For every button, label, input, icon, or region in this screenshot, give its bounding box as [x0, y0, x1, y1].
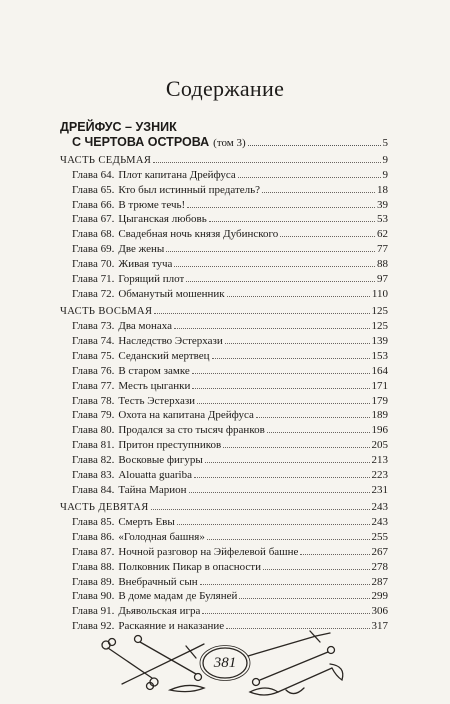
dot-leader — [202, 613, 369, 614]
book-title-line2: С ЧЕРТОВА ОСТРОВА — [72, 135, 210, 149]
chapter-entry — [72, 484, 187, 496]
chapter-number: Глава 70. — [72, 257, 115, 270]
dot-leader — [197, 403, 369, 404]
book-title-line2-row — [60, 135, 388, 151]
toc-chapter-row — [60, 335, 388, 350]
page-ref: 223 — [371, 468, 388, 481]
chapter-title: Смерть Евы — [118, 516, 175, 529]
chapter-number: Глава 83. — [72, 468, 115, 481]
chapter-title: В доме мадам де Буляней — [118, 590, 238, 603]
page-ref: 39 — [377, 198, 388, 211]
toc-chapter-row — [60, 380, 388, 395]
chapter-title: Восковые фигуры — [118, 453, 203, 466]
chapter-title: Ночной разговор на Эйфелевой башне — [118, 545, 299, 558]
page-title: Содержание — [165, 76, 285, 101]
dot-leader — [186, 281, 375, 282]
dot-leader — [209, 221, 375, 222]
chapter-title: Две жены — [118, 243, 165, 256]
page-ref: 97 — [377, 272, 388, 285]
dot-leader — [238, 177, 381, 178]
toc-chapter-row — [60, 273, 388, 288]
chapter-title: «Голодная башня» — [118, 531, 205, 544]
chapter-entry — [72, 561, 261, 573]
part-title: ЧАСТЬ ДЕВЯТАЯ — [60, 502, 149, 514]
chapter-number: Глава 74. — [72, 335, 115, 348]
chapter-number: Глава 89. — [72, 575, 115, 588]
page-ref: 9 — [382, 168, 388, 181]
page-ref: 125 — [371, 320, 388, 333]
dot-leader — [248, 145, 381, 146]
chapter-entry — [72, 288, 225, 300]
toc-chapter-row — [60, 484, 388, 499]
dot-leader — [212, 358, 370, 359]
page-ref: 255 — [371, 531, 388, 544]
chapter-title: Тайна Марион — [118, 483, 187, 496]
chapter-title: Охота на капитана Дрейфуса — [118, 409, 254, 422]
chapter-entry — [72, 350, 210, 362]
dot-leader — [225, 343, 370, 344]
dot-leader — [174, 266, 375, 267]
chapter-title: Обманутый мошенник — [118, 287, 225, 300]
page-ref: 205 — [371, 439, 388, 452]
page-ref: 53 — [377, 213, 388, 226]
chapter-title: Притон преступников — [118, 439, 222, 452]
chapter-number: Глава 69. — [72, 243, 115, 256]
chapter-number: Глава 68. — [72, 228, 115, 241]
chapter-entry — [72, 409, 254, 421]
book-title-line1: ДРЕЙФУС – УЗНИК — [60, 120, 177, 134]
chapter-number: Глава 76. — [72, 364, 115, 377]
toc-chapter-row — [60, 243, 388, 258]
toc-part-row — [60, 154, 388, 169]
page-ref: 125 — [371, 305, 388, 318]
chapter-entry — [72, 320, 172, 332]
chapter-entry — [72, 590, 237, 602]
chapter-title: Два монаха — [118, 320, 172, 333]
toc-chapter-row — [60, 258, 388, 273]
toc-chapter-row — [60, 228, 388, 243]
dot-leader — [223, 447, 369, 448]
dot-leader — [280, 236, 375, 237]
page-ref: 164 — [371, 364, 388, 377]
chapter-number: Глава 72. — [72, 287, 115, 300]
dot-leader — [187, 207, 375, 208]
page-ref: 110 — [371, 287, 388, 300]
toc-part-row — [60, 305, 388, 320]
toc-chapter-row — [60, 424, 388, 439]
dot-leader — [262, 192, 375, 193]
chapter-number: Глава 77. — [72, 379, 115, 392]
chapter-title: Наследство Эстерхази — [118, 335, 223, 348]
chapter-number: Глава 73. — [72, 320, 115, 333]
book-volume: (том 3) — [213, 137, 246, 149]
dot-leader — [267, 432, 370, 433]
page-ref: 243 — [371, 501, 388, 514]
chapter-entry — [72, 439, 221, 451]
page-ref: 18 — [377, 183, 388, 196]
chapter-title: Полковник Пикар в опасности — [118, 560, 261, 573]
dot-leader — [166, 251, 375, 252]
toc-chapter-row — [60, 169, 388, 184]
chapter-title: Свадебная ночь князя Дубинского — [118, 228, 279, 241]
part-title: ЧАСТЬ СЕДЬМАЯ — [60, 155, 152, 166]
chapter-entry — [72, 365, 190, 377]
chapter-entry — [72, 380, 190, 392]
chapter-entry — [72, 199, 185, 211]
chapter-entry — [72, 273, 184, 285]
page-ref: 88 — [377, 257, 388, 270]
page-ref: 196 — [371, 424, 388, 437]
toc-chapter-row — [60, 199, 388, 214]
page-ref: 306 — [371, 605, 388, 618]
toc-chapter-row — [60, 561, 388, 576]
toc-chapter-row — [60, 395, 388, 410]
chapter-title: Alouatta guariba — [118, 468, 192, 481]
toc-chapter-row — [60, 546, 388, 561]
chapter-entry — [72, 169, 236, 181]
dot-leader — [192, 373, 370, 374]
chapter-title: Дьявольская игра — [118, 605, 201, 618]
chapter-title: В старом замке — [118, 364, 190, 377]
dot-leader — [192, 388, 369, 389]
page-ref: 317 — [371, 620, 388, 633]
chapter-entry — [72, 516, 175, 528]
chapter-title: Тесть Эстерхази — [118, 394, 196, 407]
dot-leader — [174, 328, 370, 329]
dot-leader — [263, 569, 370, 570]
page-ref: 153 — [371, 349, 388, 362]
toc-chapter-row — [60, 350, 388, 365]
page-ref: 278 — [371, 560, 388, 573]
chapter-entry — [72, 184, 260, 196]
toc-chapter-row — [60, 454, 388, 469]
chapter-title: Живая туча — [118, 257, 173, 270]
chapter-entry — [72, 424, 265, 436]
page-ref: 62 — [377, 228, 388, 241]
chapter-title: Плот капитана Дрейфуса — [118, 168, 236, 181]
dot-leader — [153, 162, 380, 163]
dot-leader — [239, 598, 369, 599]
chapter-title: Кто был истинный предатель? — [118, 183, 261, 196]
toc-chapter-row — [60, 576, 388, 591]
toc-chapter-row — [60, 288, 388, 303]
chapter-number: Глава 92. — [72, 620, 115, 633]
chapter-entry — [72, 395, 195, 407]
chapter-number: Глава 86. — [72, 531, 115, 544]
chapter-title: В трюме течь! — [118, 198, 186, 211]
page-ref: 267 — [371, 545, 388, 558]
page-ref: 179 — [371, 394, 388, 407]
chapter-title: Месть цыганки — [118, 379, 191, 392]
dot-leader — [205, 462, 370, 463]
dot-leader — [207, 539, 370, 540]
dot-leader — [200, 584, 370, 585]
page-ref: 299 — [371, 590, 388, 603]
chapter-title: Внебрачный сын — [118, 575, 198, 588]
page-ref: 139 — [371, 335, 388, 348]
chapter-number: Глава 81. — [72, 439, 115, 452]
chapter-number: Глава 82. — [72, 453, 115, 466]
dot-leader — [300, 554, 369, 555]
page-ref: 287 — [371, 575, 388, 588]
chapter-title: Продался за сто тысяч франков — [118, 424, 265, 437]
chapter-number: Глава 85. — [72, 516, 115, 529]
page-ref: 213 — [371, 453, 388, 466]
toc-chapter-row — [60, 320, 388, 335]
dot-leader — [151, 509, 370, 510]
chapter-title: Цыганская любовь — [118, 213, 207, 226]
chapter-number: Глава 78. — [72, 394, 115, 407]
chapter-number: Глава 64. — [72, 168, 115, 181]
chapter-number: Глава 91. — [72, 605, 115, 618]
chapter-number: Глава 66. — [72, 198, 115, 211]
chapter-number: Глава 75. — [72, 349, 115, 362]
chapter-entry — [72, 605, 200, 617]
page-number: 381 — [213, 655, 237, 671]
toc-chapter-row — [60, 469, 388, 484]
chapter-entry — [72, 213, 207, 225]
dot-leader — [194, 477, 370, 478]
chapter-entry — [72, 546, 298, 558]
page-ref: 231 — [371, 483, 388, 496]
chapter-entry — [72, 469, 192, 481]
toc-chapter-row — [60, 605, 388, 620]
chapter-entry — [72, 531, 205, 543]
chapter-entry — [72, 454, 203, 466]
page-ref: 9 — [382, 154, 388, 166]
table-of-contents — [60, 154, 388, 635]
part-title: ЧАСТЬ ВОСЬМАЯ — [60, 306, 153, 318]
dot-leader — [154, 313, 369, 314]
book-page: 5 — [382, 137, 388, 149]
toc-chapter-row — [60, 590, 388, 605]
chapter-number: Глава 79. — [72, 409, 115, 422]
dot-leader — [189, 492, 370, 493]
chapter-number: Глава 90. — [72, 590, 115, 603]
toc-chapter-row — [60, 213, 388, 228]
chapter-title: Седанский мертвец — [118, 349, 210, 362]
chapter-number: Глава 87. — [72, 545, 115, 558]
chapter-entry — [72, 243, 164, 255]
toc-part-row — [60, 501, 388, 516]
toc-chapter-row — [60, 516, 388, 531]
chapter-entry — [72, 576, 198, 588]
chapter-entry — [72, 228, 278, 240]
chapter-number: Глава 80. — [72, 424, 115, 437]
toc-chapter-row — [60, 439, 388, 454]
chapter-entry — [72, 258, 172, 270]
chapter-entry — [72, 335, 223, 347]
dot-leader — [227, 296, 370, 297]
page-ref: 171 — [371, 379, 388, 392]
chapter-number: Глава 84. — [72, 483, 115, 496]
toc-chapter-row — [60, 365, 388, 380]
chapter-number: Глава 67. — [72, 213, 115, 226]
page-ref: 77 — [377, 243, 388, 256]
toc-chapter-row — [60, 409, 388, 424]
chapter-title: Раскаяние и наказание — [118, 620, 225, 633]
book-title — [60, 120, 388, 151]
page-ref: 189 — [371, 409, 388, 422]
chapter-title: Горящий плот — [118, 272, 185, 285]
page-ref: 243 — [371, 516, 388, 529]
chapter-number: Глава 65. — [72, 183, 115, 196]
chapter-number: Глава 71. — [72, 272, 115, 285]
dot-leader — [256, 417, 370, 418]
toc-chapter-row — [60, 184, 388, 199]
toc-chapter-row — [60, 531, 388, 546]
chapter-number: Глава 88. — [72, 560, 115, 573]
dot-leader — [177, 524, 370, 525]
